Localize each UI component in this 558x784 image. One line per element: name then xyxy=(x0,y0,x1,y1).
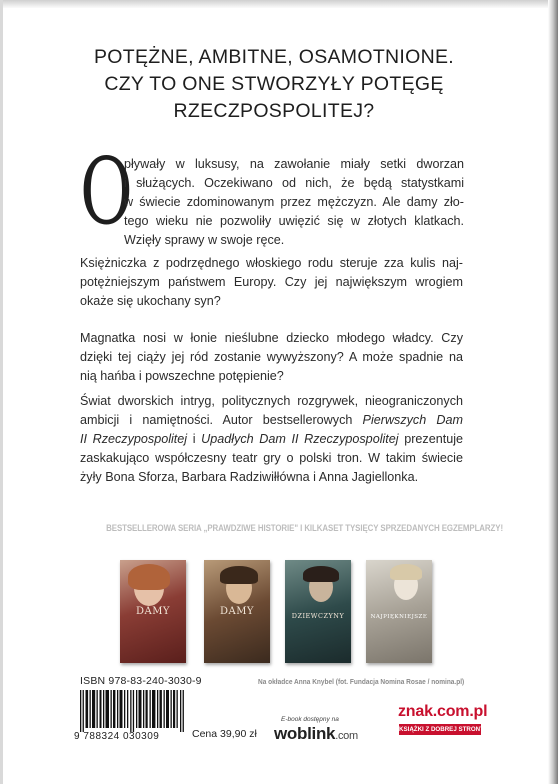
barcode-icon xyxy=(80,690,184,732)
portrait-hair xyxy=(303,566,339,582)
price: Cena 39,90 zł xyxy=(192,728,257,740)
book-cover xyxy=(285,560,351,663)
paragraph-line: Świat dworskich intryg, politycznych rozgrywek, nieograniczonych xyxy=(80,394,463,408)
page-edge-left xyxy=(0,0,3,784)
book-cover xyxy=(366,560,432,663)
intro-line: Wzięły sprawy w swoje ręce. xyxy=(124,233,285,247)
intro-paragraph xyxy=(124,155,464,250)
znak-tagline: KSIĄŻKI Z DOBREJ STRONY xyxy=(399,726,485,733)
paragraph-line: Magnatka nosi w łonie nieślubne dziecko młodego władcy. Czy xyxy=(80,331,463,345)
book-cover-title: DAMY xyxy=(219,606,255,617)
book-cover xyxy=(120,560,186,663)
woblink-logo-text: woblink xyxy=(274,724,336,743)
book-cover-title: DZIEWCZYNY xyxy=(291,612,345,620)
paragraph-2 xyxy=(80,254,463,311)
paragraph-line: Księżniczka z podrzędnego włoskiego rodu steruje zza kulis naj- xyxy=(80,256,463,270)
book-cover-title: NAJPIĘKNIEJSZE xyxy=(370,614,428,620)
paragraph-line-end: prezentuje xyxy=(404,432,464,446)
portrait-hair xyxy=(128,564,170,590)
portrait-hair xyxy=(390,564,422,580)
headline-line-1: POTĘŻNE, AMBITNE, OSAMOTNIONE. xyxy=(93,46,455,68)
paragraph-line: nią hańba i powszechne potępienie? xyxy=(80,369,284,383)
paragraph-line: dzięki tej ciąży jej ród zostanie wywyższony? A może spadnie na xyxy=(80,350,463,364)
paragraph-line: zaskakująco współczesny teatr gry o polski tron. W takim świecie xyxy=(80,451,463,465)
intro-line: pływały w luksusy, na zawołanie miały setki dworzan xyxy=(124,157,464,171)
headline-line-2: CZY TO ONE STWORZYŁY POTĘGĘ xyxy=(104,73,444,95)
woblink-logo xyxy=(274,724,358,744)
barcode-digits: 9 788324 030309 xyxy=(74,731,160,742)
paragraph-line: żyły Bona Sforza, Barbara Radziwiłłówna i Anna Jagiellonka. xyxy=(80,470,419,484)
paragraph-line xyxy=(80,411,463,430)
series-banner: BESTSELLEROWA SERIA „PRAWDZIWE HISTORIE" I KILKASET TYSIĘCY SPRZEDANYCH EGZEMPLARZY! xyxy=(106,523,504,533)
conjunction: i xyxy=(192,432,196,446)
paragraph-line-text: ambicji i namiętności. Autor bestsellerowych xyxy=(80,413,353,427)
intro-line: i służących. Oczekiwano od nich, że będą statystkami xyxy=(124,176,464,190)
headline-line-3: RZECZPOSPOLITEJ? xyxy=(173,100,375,122)
headline xyxy=(40,44,508,125)
book-title-1: Pierwszych Dam xyxy=(362,413,463,427)
paragraph-line: potężniejszym państwem Europy. Czy jej największym wrogiem xyxy=(80,275,463,289)
drop-cap: O xyxy=(80,138,133,245)
book-title-1-end: II Rzeczypospolitej xyxy=(80,432,188,446)
page-edge-top xyxy=(0,0,558,8)
paragraph-line: okaże się ukochany syn? xyxy=(80,294,221,308)
woblink-logo-suffix: .com xyxy=(335,730,358,742)
woblink-caption: E-book dostępny na xyxy=(281,716,339,723)
portrait-hair xyxy=(220,566,258,584)
znak-logo: znak.com.pl xyxy=(398,703,488,720)
paragraph-line xyxy=(80,430,463,449)
paragraph-4 xyxy=(80,392,463,487)
paragraph-3 xyxy=(80,329,463,386)
intro-line: w świecie zdominowanym przez mężczyzn. Ale damy zło- xyxy=(124,195,464,209)
isbn-number: ISBN 978-83-240-3030-9 xyxy=(80,675,202,687)
book-cover-title: DAMY xyxy=(135,606,171,617)
page-edge-right xyxy=(548,0,558,784)
book-cover xyxy=(204,560,270,663)
cover-photo-credit: Na okładce Anna Knybel (fot. Fundacja Nomina Rosae / nomina.pl) xyxy=(258,677,465,686)
book-title-2: Upadłych Dam II Rzeczypospolitej xyxy=(201,432,399,446)
intro-line: tego wieku nie pozwoliły uwięzić się w złotych klatkach. xyxy=(124,214,464,228)
